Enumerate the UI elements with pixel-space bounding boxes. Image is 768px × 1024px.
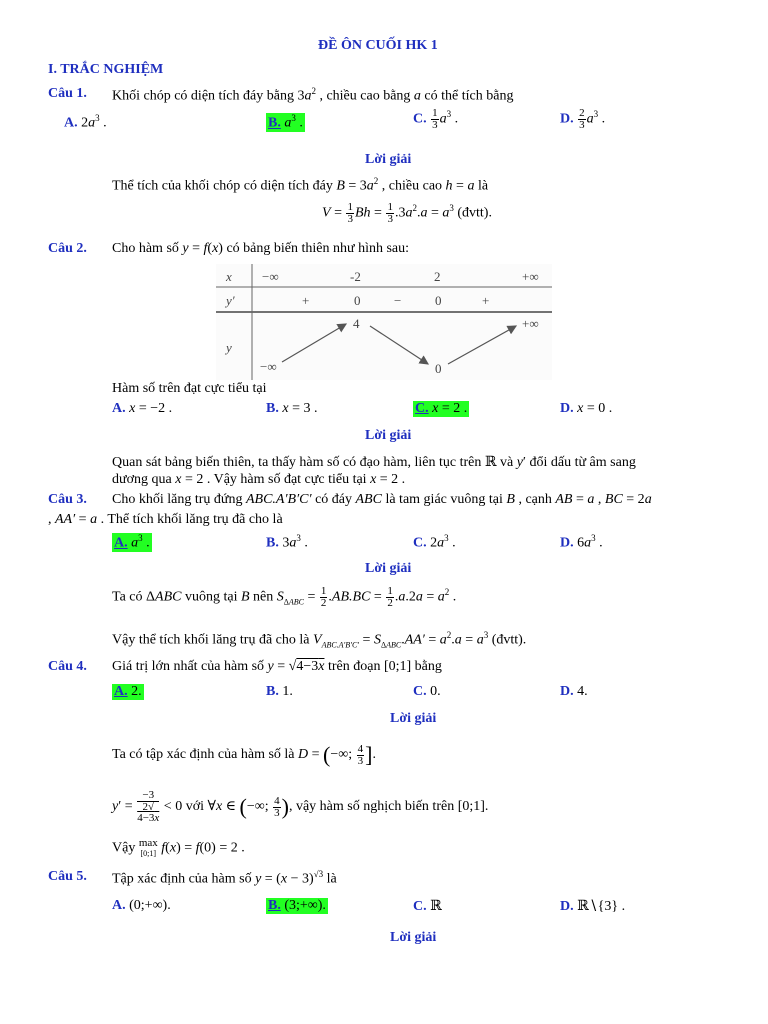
q2-option-a[interactable]: A. x = −2 . [112,401,173,416]
page-title: ĐỀ ÔN CUỐI HK 1 [318,38,438,53]
x-val-3: 2 [434,269,441,284]
q5-option-a[interactable]: A. (0;+∞). [112,898,171,913]
yp-sign-1: + [302,293,310,308]
q2-text: Cho hàm số y = f(x) có bảng biến thiên như hình sau: [112,241,410,256]
q4-solution-line3: Vậy max [0;1] f(x) = f(0) = 2 . [112,837,245,858]
q2-prompt: Hàm số trên đạt cực tiểu tại [112,381,267,396]
q1-option-d[interactable]: D. $\frac{2}{3}$ $a^3$ . [560,107,606,131]
q5-option-d[interactable]: D. ℝ∖{3} . [560,899,626,914]
q3-option-c[interactable]: C. $2a^3$ . [413,533,456,551]
section-heading: I. TRẮC NGHIỆM [48,62,164,77]
q1-option-c[interactable]: C. $\frac{1}{3}$ $a^3$ . [413,107,459,131]
y-val-min: 0 [435,361,442,376]
q1-solution-line1: Thể tích của khối chóp có diện tích đáy $B = 3a^2$ , chiều cao h = a là [112,176,489,194]
x-val-1: −∞ [262,269,279,284]
q3-option-b[interactable]: B. $3a^3$ . [266,533,308,551]
q3-solution-label: Lời giải [365,561,412,576]
q4-number: Câu 4. [48,659,87,674]
q5-text: Tập xác định của hàm số $y = (x - 3)^{√3}$ là [112,869,337,887]
q4-solution-line2: y′ = −3 2√ 4−3x < 0 với ∀x ∈ (−∞; $\frac{4}{3}$ ), vậy hàm số nghịch biến trên [0;1]. [112,789,489,824]
q5-solution-label: Lời giải [390,930,437,945]
q1-number: Câu 1. [48,86,87,101]
q3-solution-line2: Vậy thể tích khối lăng trụ đã cho là $V_{ABC.A'B'C'} = S_{\Delta ABC}.AA' = a^2.a = a^3$ (đvtt). [112,630,527,650]
q3-option-d[interactable]: D. $6a^3$ . [560,533,603,551]
y-row-label: y [226,340,232,355]
yp-sign-3: + [482,293,490,308]
q5-number: Câu 5. [48,869,87,884]
y-val-minf: −∞ [260,359,277,374]
q3-number: Câu 3. [48,492,87,507]
q2-number: Câu 2. [48,241,87,256]
q4-solution-line1: Ta có tập xác định của hàm số là D = (−∞; $\frac{4}{3}$ ]. [112,742,376,767]
x-val-2: -2 [350,269,361,284]
q4-solution-label: Lời giải [390,711,437,726]
q5-option-c[interactable]: C. ℝ [413,899,442,914]
yp-zero-1: 0 [354,293,361,308]
q3-text-line1: Cho khối lăng trụ đứng ABC.A′B′C′ có đáy ABC là tam giác vuông tại B , cạnh AB = a , BC = 2a [112,492,652,507]
q2-solution-line2: dương qua x = 2 . Vậy hàm số đạt cực tiểu tại x = 2 . [112,472,406,487]
q4-text: Giá trị lớn nhất của hàm số y = √4−3x trên đoạn [0;1] bằng [112,659,442,674]
q4-option-b[interactable]: B. 1. [266,684,293,699]
q5-option-b[interactable]: B. (3;+∞). [268,898,326,913]
x-val-4: +∞ [522,269,539,284]
q1-option-b[interactable]: B. $a^3$ . [268,113,303,131]
q4-option-a[interactable]: A. 2. [114,684,142,699]
q1-solution-line2: V = $\frac{1}{3}$ Bh = $\frac{1}{3}$ $.3a^2.a = a^3$ (đvtt). [322,201,492,225]
y-val-pinf: +∞ [522,316,539,331]
yp-zero-2: 0 [435,293,442,308]
q3-text-line2: , AA′ = a . Thể tích khối lăng trụ đã cho là [48,512,283,527]
q4-option-d[interactable]: D. 4. [560,684,588,699]
q1-text: Khối chóp có diện tích đáy bằng $3a^2$ , chiều cao bằng a có thể tích bằng [112,86,514,104]
q2-solution-line1: Quan sát bảng biến thiên, ta thấy hàm số có đạo hàm, liên tục trên ℝ và y′ đổi dấu từ âm sang [112,455,636,470]
yprime-row-label: y′ [226,293,235,308]
q2-option-b[interactable]: B. x = 3 . [266,401,318,416]
q2-solution-label: Lời giải [365,428,412,443]
x-row-label: x [226,269,232,284]
variation-table [216,264,552,380]
yp-sign-2: − [394,293,402,308]
y-val-max: 4 [353,316,360,331]
q3-solution-line1: Ta có ΔABC vuông tại B nên $S_{\Delta ABC}$ = $\frac{1}{2}$ .AB.BC = $\frac{1}{2}$ $.a.2a = a^2$ . [112,585,457,609]
q1-option-a[interactable]: A. $2a^3$ . [64,113,107,131]
q2-option-c[interactable]: C. x = 2 . [415,401,468,416]
q3-option-a[interactable]: A. $a^3$ . [114,533,150,551]
q4-option-c[interactable]: C. 0. [413,684,441,699]
q2-option-d[interactable]: D. x = 0 . [560,401,613,416]
q1-solution-label: Lời giải [365,152,412,167]
